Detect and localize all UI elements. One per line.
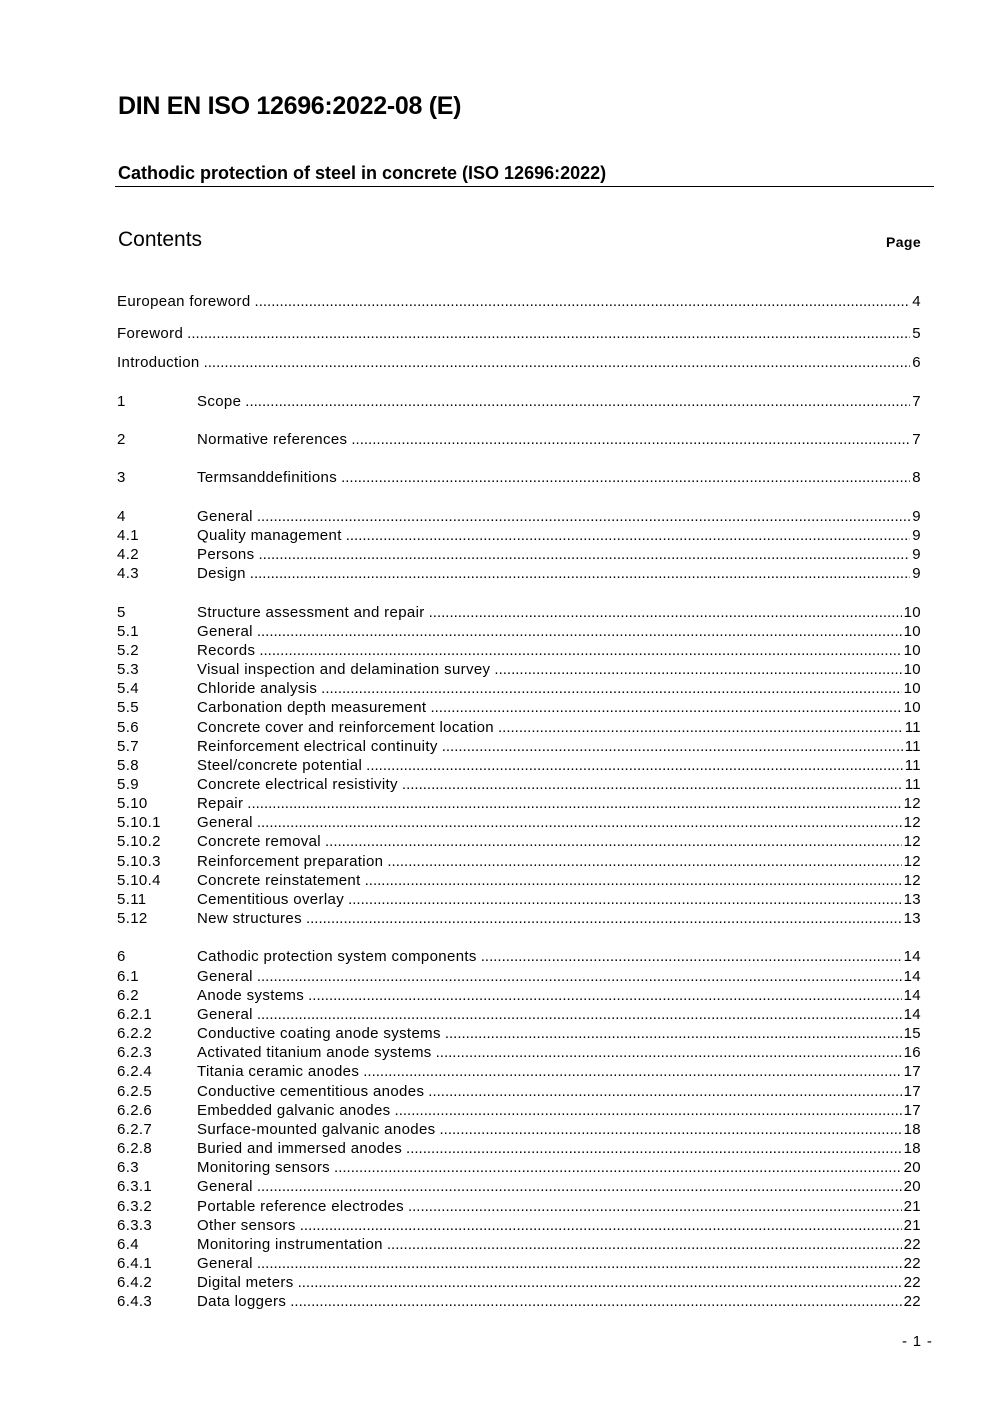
toc-entry-title: General — [197, 1006, 253, 1023]
toc-entry[interactable] — [117, 852, 921, 871]
toc-entry-number: 5.8 — [117, 757, 139, 774]
toc-entry-page: 17 — [903, 1063, 921, 1080]
toc-entry-number: 6.1 — [117, 968, 139, 985]
toc-entry-title: Repair — [197, 795, 244, 812]
toc-entry-number: 6.2.1 — [117, 1006, 153, 1023]
dot-leader — [257, 1177, 902, 1196]
toc-entry-page: 20 — [903, 1178, 921, 1195]
toc-entry[interactable] — [117, 392, 921, 411]
toc-entry[interactable] — [117, 1158, 921, 1177]
dot-leader — [325, 832, 902, 851]
toc-entry-page: 12 — [903, 853, 921, 870]
toc-entry-title: General — [197, 968, 253, 985]
toc-entry[interactable] — [117, 1139, 921, 1158]
toc-entry-page: 12 — [903, 872, 921, 889]
toc-entry[interactable] — [117, 1273, 921, 1292]
toc-entry-page: 11 — [904, 719, 921, 736]
toc-entry-title: Data loggers — [197, 1293, 287, 1310]
toc-entry-page: 6 — [912, 354, 921, 371]
toc-entry-title: Cathodic protection system components — [197, 948, 477, 965]
toc-entry-page: 21 — [903, 1217, 921, 1234]
toc-entry[interactable] — [117, 324, 921, 343]
dot-leader — [341, 468, 910, 487]
dot-leader — [402, 775, 903, 794]
toc-entry-page: 7 — [912, 393, 921, 410]
toc-entry[interactable] — [117, 986, 921, 1005]
toc-entry-title: Structure assessment and repair — [197, 604, 425, 621]
toc-entry-number: 5.1 — [117, 623, 139, 640]
toc-entry-page: 21 — [903, 1198, 921, 1215]
toc-entry-number: 5.10.2 — [117, 833, 161, 850]
dot-leader — [290, 1292, 901, 1311]
toc-entry-title: Activated titanium anode systems — [197, 1044, 432, 1061]
toc-entry-title: Scope — [197, 393, 242, 410]
toc-entry[interactable] — [117, 641, 921, 660]
dot-leader — [445, 1024, 902, 1043]
toc-entry[interactable] — [117, 1043, 921, 1062]
toc-entry-title: Conductive cementitious anodes — [197, 1083, 425, 1100]
dot-leader — [406, 1139, 902, 1158]
toc-entry-number: 6.2 — [117, 987, 139, 1004]
toc-entry-number: 5.5 — [117, 699, 139, 716]
toc-entry-number: 4.1 — [117, 527, 139, 544]
toc-entry-title: Anode systems — [197, 987, 305, 1004]
toc-entry-page: 10 — [903, 604, 921, 621]
toc-entry-title: General — [197, 1178, 253, 1195]
toc-entry-title: Concrete cover and reinforcement location — [197, 719, 494, 736]
toc-entry[interactable] — [117, 1216, 921, 1235]
toc-entry-page: 15 — [903, 1025, 921, 1042]
toc-entry-title: Introduction — [117, 354, 200, 371]
toc-entry[interactable] — [117, 622, 921, 641]
toc-entry-page: 10 — [903, 680, 921, 697]
dot-leader — [334, 1158, 902, 1177]
toc-entry-number: 5 — [117, 604, 126, 621]
toc-entry-title: Monitoring sensors — [197, 1159, 331, 1176]
toc-entry[interactable] — [117, 660, 921, 679]
toc-entry[interactable] — [117, 526, 921, 545]
dot-leader — [259, 641, 901, 660]
page-column-label: Page — [886, 234, 922, 250]
toc-entry-title: European foreword — [117, 293, 251, 310]
toc-entry-number: 6.3.3 — [117, 1217, 153, 1234]
toc-entry-page: 7 — [912, 431, 921, 448]
toc-entry[interactable] — [117, 603, 921, 622]
toc-entry-title: Quality management — [197, 527, 342, 544]
toc-entry-page: 22 — [903, 1293, 921, 1310]
dot-leader — [363, 1062, 901, 1081]
toc-entry[interactable] — [117, 1235, 921, 1254]
dot-leader — [306, 909, 902, 928]
toc-entry-page: 14 — [903, 1006, 921, 1023]
dot-leader — [257, 967, 902, 986]
toc-entry[interactable] — [117, 1120, 921, 1139]
toc-entry-page: 22 — [903, 1236, 921, 1253]
document-subtitle: Cathodic protection of steel in concrete (ISO 12696:2022) — [118, 163, 607, 183]
dot-leader — [366, 756, 903, 775]
toc-entry-number: 6.2.2 — [117, 1025, 153, 1042]
toc-entry-page: 10 — [903, 642, 921, 659]
toc-entry-title: Foreword — [117, 325, 184, 342]
toc-entry-number: 5.10.4 — [117, 872, 161, 889]
toc-entry[interactable] — [117, 1197, 921, 1216]
toc-entry-number: 5.10 — [117, 795, 148, 812]
toc-entry-number: 1 — [117, 393, 126, 410]
dot-leader — [258, 545, 910, 564]
toc-entry-number: 6.4.3 — [117, 1293, 153, 1310]
toc-entry-title: Visual inspection and delamination survey — [197, 661, 491, 678]
toc-entry-page: 11 — [904, 738, 921, 755]
toc-entry-page: 10 — [903, 623, 921, 640]
toc-entry-number: 6.2.3 — [117, 1044, 153, 1061]
toc-entry-page: 13 — [903, 910, 921, 927]
toc-entry-number: 5.7 — [117, 738, 139, 755]
toc-entry-title: Concrete electrical resistivity — [197, 776, 398, 793]
toc-entry[interactable] — [117, 353, 921, 372]
toc-entry-title: Other sensors — [197, 1217, 296, 1234]
toc-entry-number: 3 — [117, 469, 126, 486]
toc-entry-title: New structures — [197, 910, 302, 927]
toc-entry-page: 5 — [912, 325, 921, 342]
toc-entry-number: 6.2.6 — [117, 1102, 153, 1119]
toc-entry[interactable] — [117, 775, 921, 794]
dot-leader — [429, 603, 902, 622]
dot-leader — [387, 852, 901, 871]
dot-leader — [395, 1101, 902, 1120]
dot-leader — [257, 1005, 902, 1024]
dot-leader — [298, 1273, 902, 1292]
dot-leader — [428, 1082, 901, 1101]
toc-entry-title: Buried and immersed anodes — [197, 1140, 403, 1157]
dot-leader — [247, 794, 901, 813]
toc-entry-page: 9 — [912, 565, 921, 582]
toc-entry-title: Records — [197, 642, 256, 659]
toc-entry-page: 12 — [903, 795, 921, 812]
toc-entry-number: 6.4.2 — [117, 1274, 153, 1291]
toc-entry-page: 14 — [903, 987, 921, 1004]
toc-entry-page: 9 — [912, 546, 921, 563]
toc-entry[interactable] — [117, 1005, 921, 1024]
toc-entry[interactable] — [117, 1254, 921, 1273]
toc-entry-page: 14 — [903, 948, 921, 965]
toc-entry-title: Portable reference electrodes — [197, 1198, 404, 1215]
toc-entry-number: 5.12 — [117, 910, 148, 927]
dot-leader — [245, 392, 910, 411]
toc-entry-number: 5.10.3 — [117, 853, 161, 870]
toc-entry[interactable] — [117, 890, 921, 909]
toc-entry[interactable] — [117, 507, 921, 526]
toc-entry[interactable] — [117, 756, 921, 775]
toc-entry[interactable] — [117, 1101, 921, 1120]
toc-entry-number: 5.2 — [117, 642, 139, 659]
toc-entry[interactable] — [117, 737, 921, 756]
toc-entry-number: 6.3.2 — [117, 1198, 153, 1215]
toc-entry-number: 5.10.1 — [117, 814, 161, 831]
toc-entry[interactable] — [117, 871, 921, 890]
dot-leader — [351, 430, 910, 449]
dot-leader — [346, 526, 911, 545]
toc-entry-page: 16 — [903, 1044, 921, 1061]
dot-leader — [255, 292, 911, 311]
toc-entry-title: Conductive coating anode systems — [197, 1025, 441, 1042]
toc-entry-page: 12 — [903, 833, 921, 850]
toc-entry[interactable] — [117, 1292, 921, 1311]
toc-entry-page: 10 — [903, 699, 921, 716]
dot-leader — [494, 660, 901, 679]
toc-entry-number: 6.3 — [117, 1159, 139, 1176]
toc-entry[interactable] — [117, 292, 921, 311]
dot-leader — [408, 1197, 902, 1216]
toc-entry-page: 10 — [903, 661, 921, 678]
toc-entry[interactable] — [117, 718, 921, 737]
toc-entry-title: Persons — [197, 546, 255, 563]
toc-entry-title: Embedded galvanic anodes — [197, 1102, 391, 1119]
toc-entry[interactable] — [117, 564, 921, 583]
toc-entry-title: Termsanddefinitions — [197, 469, 338, 486]
toc-entry-page: 13 — [903, 891, 921, 908]
toc-entry-number: 5.3 — [117, 661, 139, 678]
toc-entry-number: 4.2 — [117, 546, 139, 563]
dot-leader — [348, 890, 902, 909]
toc-entry-title: Steel/concrete potential — [197, 757, 363, 774]
toc-entry[interactable] — [117, 1062, 921, 1081]
toc-entry-page: 18 — [903, 1121, 921, 1138]
toc-entry-number: 4.3 — [117, 565, 139, 582]
toc-entry-page: 9 — [912, 508, 921, 525]
toc-entry-number: 6.4.1 — [117, 1255, 153, 1272]
toc-entry-page: 9 — [912, 527, 921, 544]
toc-entry[interactable] — [117, 468, 921, 487]
dot-leader — [481, 947, 902, 966]
toc-entry-page: 14 — [903, 968, 921, 985]
toc-entry[interactable] — [117, 794, 921, 813]
toc-entry-page: 17 — [903, 1083, 921, 1100]
dot-leader — [498, 718, 903, 737]
toc-entry[interactable] — [117, 1177, 921, 1196]
toc-entry-title: Reinforcement preparation — [197, 853, 384, 870]
toc-entry-number: 4 — [117, 508, 126, 525]
toc-entry-title: General — [197, 508, 253, 525]
dot-leader — [440, 1120, 902, 1139]
dot-leader — [257, 813, 902, 832]
toc-entry-page: 12 — [903, 814, 921, 831]
toc-entry-title: Digital meters — [197, 1274, 294, 1291]
toc-entry[interactable] — [117, 679, 921, 698]
toc-entry-page: 18 — [903, 1140, 921, 1157]
dot-leader — [436, 1043, 902, 1062]
toc-entry-page: 20 — [903, 1159, 921, 1176]
toc-entry[interactable] — [117, 430, 921, 449]
toc-entry-title: Normative references — [197, 431, 348, 448]
dot-leader — [204, 353, 911, 372]
dot-leader — [321, 679, 901, 698]
dot-leader — [365, 871, 902, 890]
toc-entry-page: 17 — [903, 1102, 921, 1119]
toc-entry[interactable] — [117, 967, 921, 986]
toc-entry-number: 2 — [117, 431, 126, 448]
toc-entry-number: 5.9 — [117, 776, 139, 793]
toc-entry-title: Titania ceramic anodes — [197, 1063, 360, 1080]
dot-leader — [257, 1254, 902, 1273]
toc-entry-number: 5.11 — [117, 891, 147, 908]
toc-entry-title: Concrete reinstatement — [197, 872, 361, 889]
dot-leader — [187, 324, 910, 343]
toc-entry[interactable] — [117, 545, 921, 564]
dot-leader — [257, 507, 910, 526]
page-number: - 1 - — [902, 1333, 933, 1350]
toc-entry-title: Chloride analysis — [197, 680, 318, 697]
document-id: DIN EN ISO 12696:2022-08 (E) — [118, 92, 462, 120]
toc-entry-page: 4 — [912, 293, 921, 310]
dot-leader — [430, 698, 901, 717]
toc-entry-number: 6.3.1 — [117, 1178, 153, 1195]
toc-entry-title: Design — [197, 565, 246, 582]
toc-entry-number: 6.2.5 — [117, 1083, 153, 1100]
toc-entry-title: Surface-mounted galvanic anodes — [197, 1121, 436, 1138]
toc-entry-number: 6.2.4 — [117, 1063, 153, 1080]
toc-entry[interactable] — [117, 947, 921, 966]
toc-entry-title: General — [197, 814, 253, 831]
toc-entry[interactable] — [117, 813, 921, 832]
toc-entry-number: 6.2.8 — [117, 1140, 153, 1157]
dot-leader — [387, 1235, 902, 1254]
toc-entry-title: Cementitious overlay — [197, 891, 345, 908]
dot-leader — [257, 622, 902, 641]
toc-entry-number: 6.2.7 — [117, 1121, 153, 1138]
toc-entry-page: 22 — [903, 1274, 921, 1291]
toc-entry[interactable] — [117, 832, 921, 851]
toc-entry-title: Carbonation depth measurement — [197, 699, 427, 716]
toc-entry-number: 5.4 — [117, 680, 139, 697]
toc-entry-title: Reinforcement electrical continuity — [197, 738, 438, 755]
toc-entry[interactable] — [117, 698, 921, 717]
toc-entry[interactable] — [117, 909, 921, 928]
dot-leader — [250, 564, 911, 583]
toc-entry[interactable] — [117, 1024, 921, 1043]
toc-entry-title: Monitoring instrumentation — [197, 1236, 383, 1253]
toc-entry-number: 6.4 — [117, 1236, 139, 1253]
toc-entry[interactable] — [117, 1082, 921, 1101]
toc-entry-title: Concrete removal — [197, 833, 321, 850]
toc-entry-page: 8 — [912, 469, 921, 486]
dot-leader — [308, 986, 902, 1005]
toc-entry-title: General — [197, 623, 253, 640]
toc-entry-page: 11 — [904, 757, 921, 774]
toc-entry-number: 5.6 — [117, 719, 139, 736]
toc-entry-number: 6 — [117, 948, 126, 965]
toc-entry-page: 22 — [903, 1255, 921, 1272]
toc-entry-title: General — [197, 1255, 253, 1272]
dot-leader — [300, 1216, 902, 1235]
contents-heading: Contents — [118, 228, 203, 251]
toc-entry-page: 11 — [904, 776, 921, 793]
dot-leader — [442, 737, 903, 756]
